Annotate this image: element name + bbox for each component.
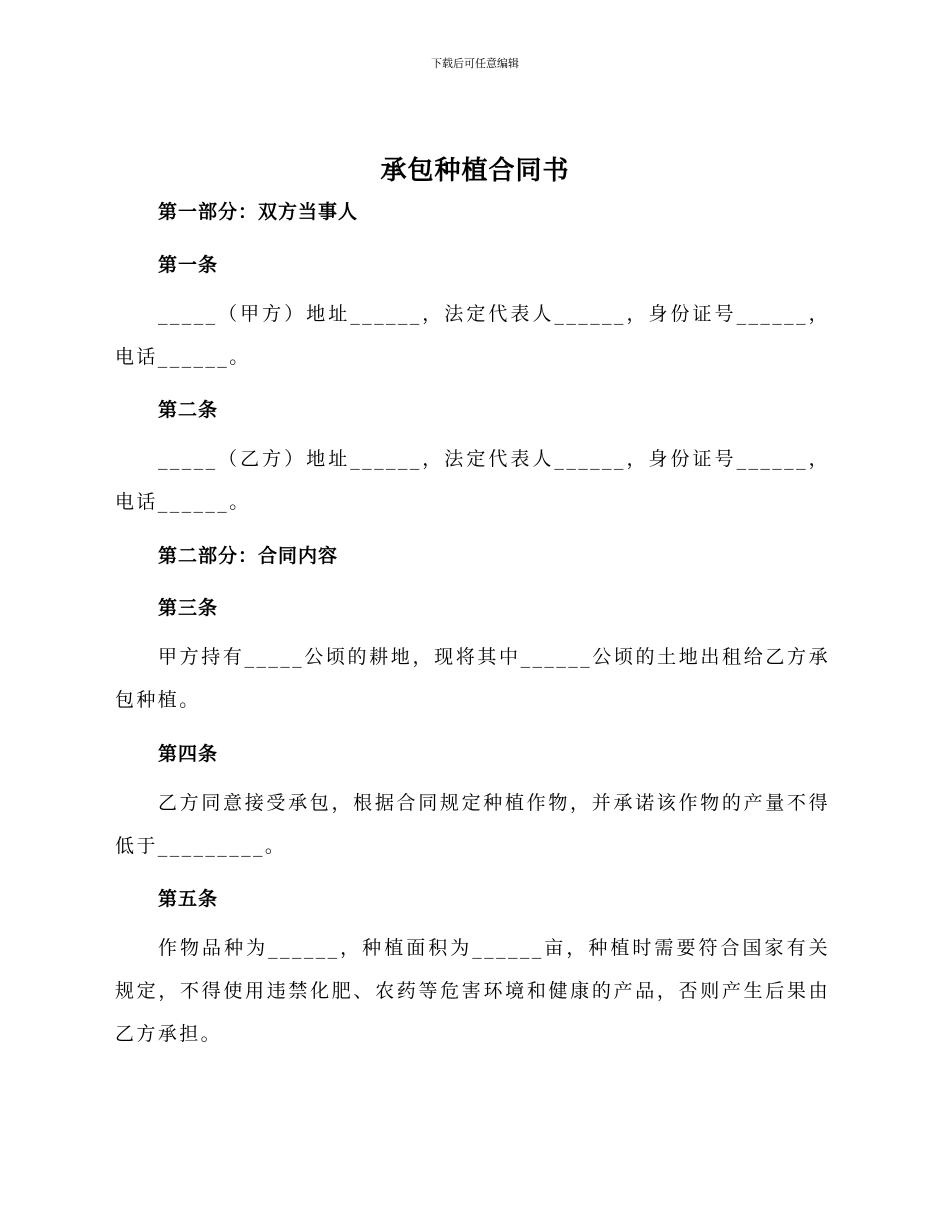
article2-text: _____（乙方）地址______，法定代表人______，身份证号______，电话______。 [115, 448, 830, 513]
article1-heading: 第一条 [158, 254, 219, 276]
article1-text: _____（甲方）地址______，法定代表人______，身份证号______，电话______。 [115, 303, 830, 368]
article5-heading: 第五条 [158, 888, 219, 910]
article5-text: 作物品种为______，种植面积为______亩，种植时需要符合国家有关规定，不得使用违禁化肥、农药等危害环境和健康的产品，否则产生后果由乙方承担。 [115, 937, 830, 1045]
header-note: 下载后可任意编辑 [431, 57, 519, 70]
article4-text: 乙方同意接受承包，根据合同规定种植作物，并承诺该作物的产量不得低于_________。 [115, 792, 830, 857]
part1-heading: 第一部分：双方当事人 [158, 201, 359, 223]
document-title: 承包种植合同书 [380, 156, 570, 186]
article3-text: 甲方持有_____公顷的耕地，现将其中______公顷的土地出租给乙方承包种植。 [115, 646, 830, 711]
article4-heading: 第四条 [158, 743, 219, 765]
article3-heading: 第三条 [158, 597, 219, 619]
article2-heading: 第二条 [158, 399, 219, 421]
part2-heading: 第二部分：合同内容 [158, 545, 339, 567]
